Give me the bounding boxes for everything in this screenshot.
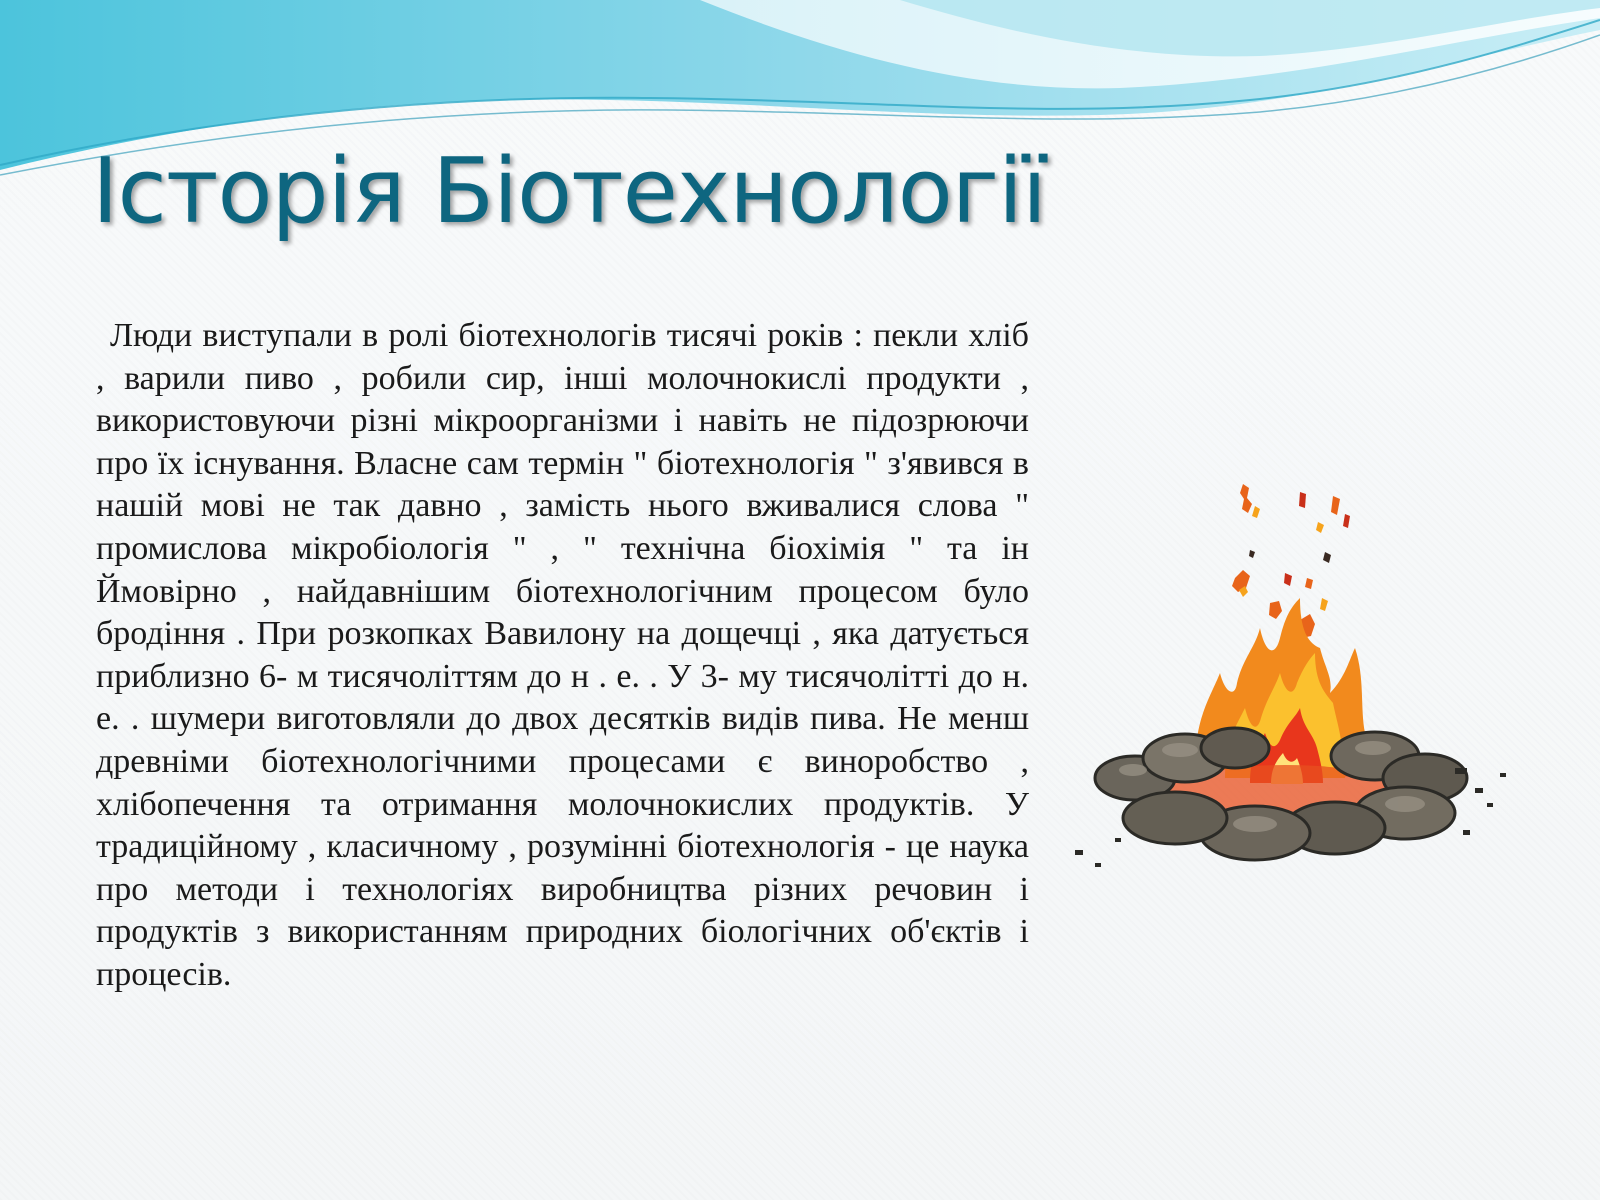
slide-body-text: Люди виступали в ролі біотехнологів тисячі років : пекли хліб , варили пиво , робили сир, інші молочнокислі продукти , використовуючи різні мікроорганізми і навіть не підозрюючи про їх існування. Власне сам термін " біотехнологія " з'явився в нашій мові не так давно , замість нього вживалися слова " промислова мікробіологія " , " технічна біохімія " та ін Ймовірно , найдавнішим біотехнологічним процесом було бродіння . При розкопках Вавилону на дощечці , яка датується приблизно 6- м тисячоліттям до н . е. . У 3- му тисячолітті до н. е. . шумери виготовляли до двох десятків видів пива. Не менш древніми біотехнологічними процесами є виноробство , хлібопечення та отримання молочнокислих продуктів. У традиційному , класичному , розумінні біотехнологія - це наука про методи і технологіях виробництва різних речовин і продуктів з використанням природних біологічних об'єктів і процесів. (96, 317, 1029, 993)
slide-title: Історія Біотехнології (92, 139, 1047, 244)
campfire-icon (1075, 478, 1515, 898)
